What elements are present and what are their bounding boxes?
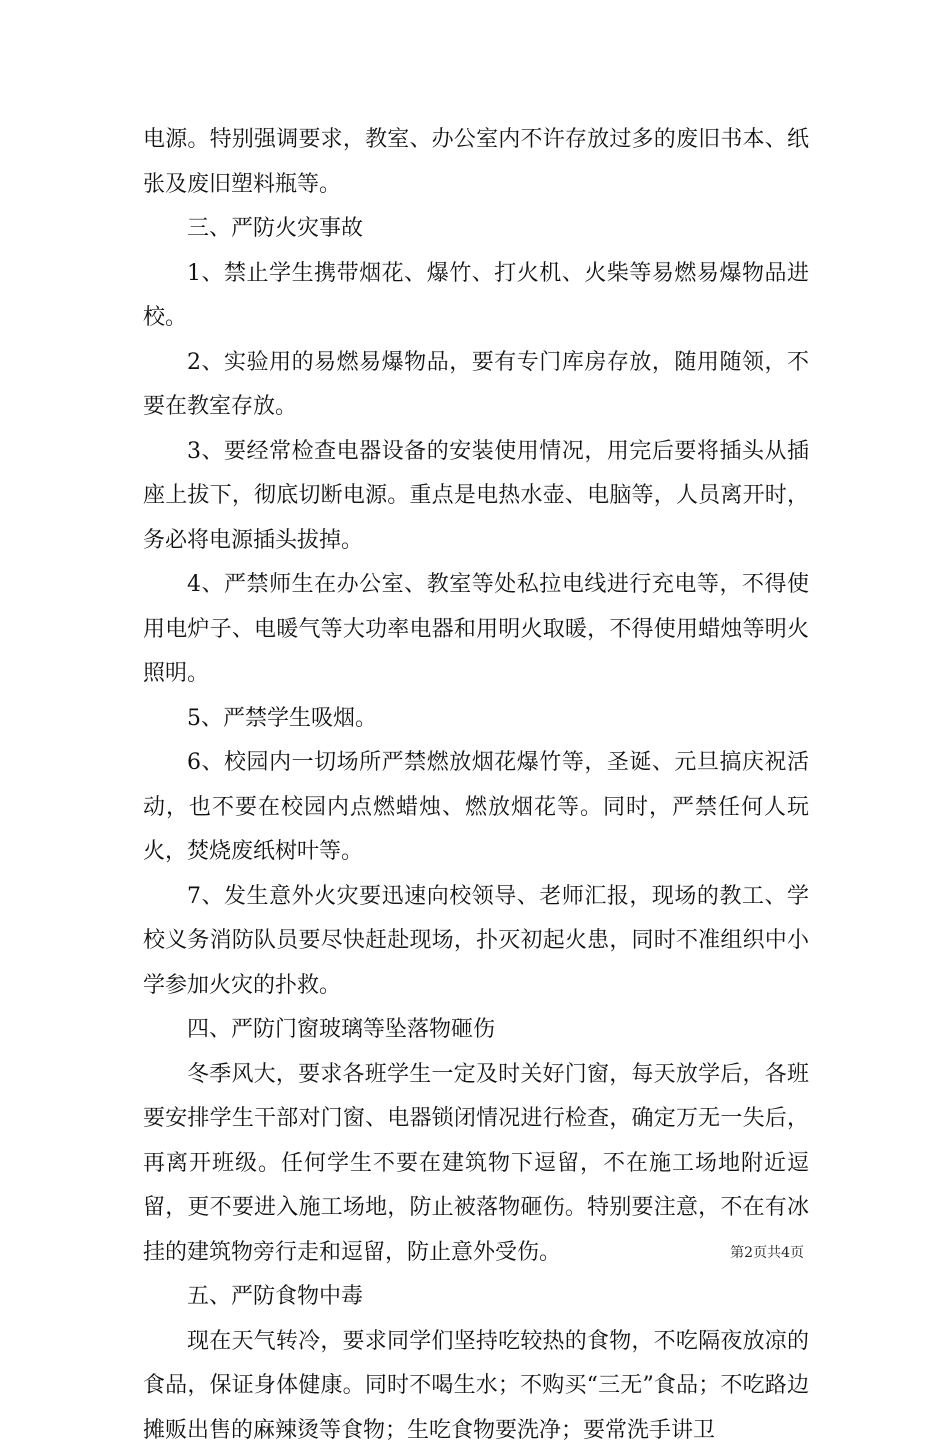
paragraph-item-7: 7、发生意外火灾要迅速向校领导、老师汇报，现场的教工、学校义务消防队员要尽快赶赴现场，扑灭初起火患，同时不准组织中小学参加火灾的扑救。 bbox=[143, 875, 809, 1009]
page-number: 第2页共4页 bbox=[730, 1244, 804, 1262]
paragraph-falling-objects: 冬季风大，要求各班学生一定及时关好门窗，每天放学后，各班要安排学生干部对门窗、电器锁闭情况进行检查，确定万无一失后，再离开班级。任何学生不要在建筑物下逗留，不在施工场地附近逗留，更不要进入施工场地，防止被落物砸伤。特别要注意，不在有冰挂的建筑物旁行走和逗留，防止意外受伤。 bbox=[143, 1053, 809, 1276]
paragraph-item-6: 6、校园内一切场所严禁燃放烟花爆竹等，圣诞、元旦搞庆祝活动，也不要在校园内点燃蜡烛、燃放烟花等。同时，严禁任何人玩火，焚烧废纸树叶等。 bbox=[143, 741, 809, 875]
paragraph-item-1: 1、禁止学生携带烟花、爆竹、打火机、火柴等易燃易爆物品进校。 bbox=[143, 252, 809, 341]
paragraph-item-5: 5、严禁学生吸烟。 bbox=[143, 697, 809, 742]
paragraph-item-3: 3、要经常检查电器设备的安装使用情况，用完后要将插头从插座上拔下，彻底切断电源。重点是电热水壶、电脑等，人员离开时，务必将电源插头拔掉。 bbox=[143, 430, 809, 564]
paragraph-item-2: 2、实验用的易燃易爆物品，要有专门库房存放，随用随领，不要在教室存放。 bbox=[143, 341, 809, 430]
section-heading-fire: 三、严防火灾事故 bbox=[143, 207, 809, 252]
section-heading-food-poisoning: 五、严防食物中毒 bbox=[143, 1275, 809, 1320]
section-heading-falling-objects: 四、严防门窗玻璃等坠落物砸伤 bbox=[143, 1008, 809, 1053]
paragraph-food-poisoning: 现在天气转冷，要求同学们坚持吃较热的食物，不吃隔夜放凉的食品，保证身体健康。同时不喝生水；不购买“三无”食品；不吃路边摊贩出售的麻辣烫等食物；生吃食物要洗净；要常洗手讲卫 bbox=[143, 1320, 809, 1453]
document-body bbox=[143, 118, 809, 1453]
paragraph-item-4: 4、严禁师生在办公室、教室等处私拉电线进行充电等，不得使用电炉子、电暖气等大功率电器和用明火取暖，不得使用蜡烛等明火照明。 bbox=[143, 563, 809, 697]
paragraph-continuation: 电源。特别强调要求，教室、办公室内不许存放过多的废旧书本、纸张及废旧塑料瓶等。 bbox=[143, 118, 809, 207]
